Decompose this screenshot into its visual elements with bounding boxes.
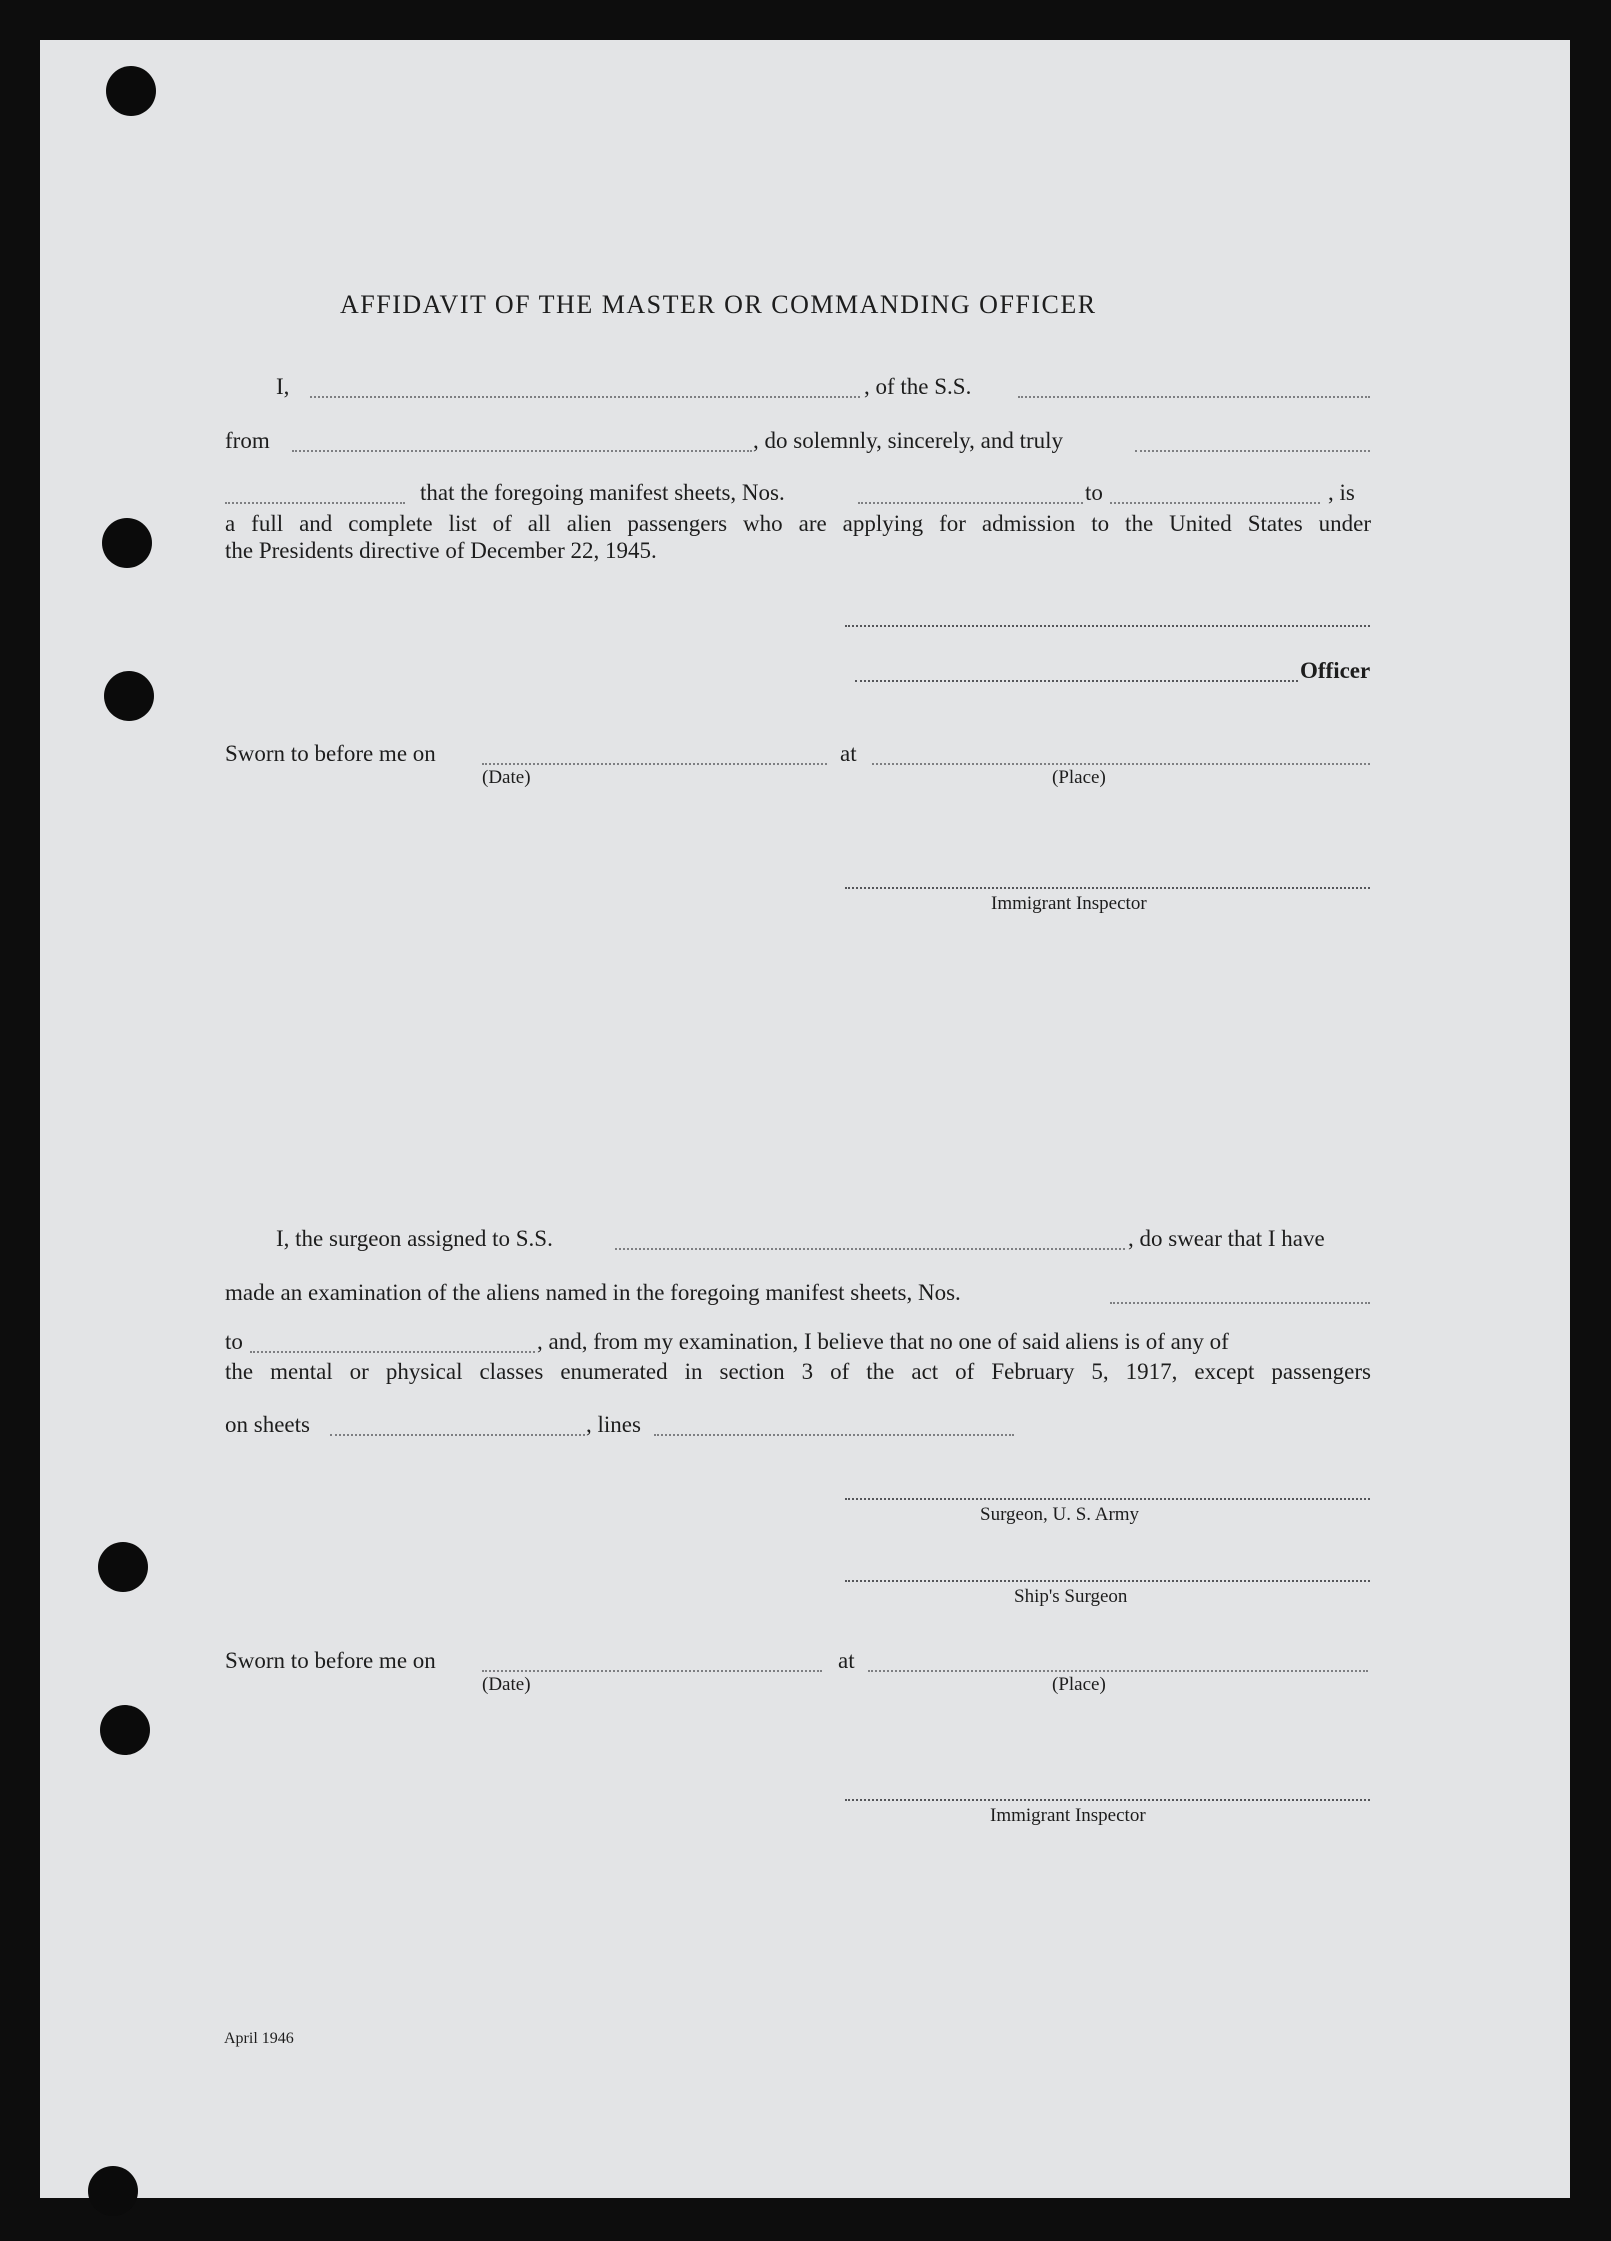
surgeon-inspector-signature-line[interactable] xyxy=(845,1799,1370,1801)
sworn-label: Sworn to before me on xyxy=(225,741,436,766)
officer-signature-line[interactable] xyxy=(855,680,1298,682)
surgeon-text-line: the mental or physical classes enumerated in section 3 of the act of February 5, 1917, except passengers xyxy=(225,1359,1371,1384)
place-caption: (Place) xyxy=(1052,1674,1106,1695)
to-label: to xyxy=(1085,480,1103,505)
oath-field[interactable] xyxy=(1135,450,1370,452)
on-sheets-label: on sheets xyxy=(225,1412,310,1437)
surgeon-sworn-place-field[interactable] xyxy=(868,1670,1368,1672)
surgeon-clause: I, the surgeon assigned to S.S. xyxy=(276,1226,553,1251)
punch-hole xyxy=(100,1705,150,1755)
surgeon-text-line: , and, from my examination, I believe that no one of said aliens is of any of xyxy=(537,1329,1229,1354)
surgeon-sheet-to-field[interactable] xyxy=(250,1351,535,1353)
master-name-field[interactable] xyxy=(310,396,860,398)
document-page xyxy=(40,40,1570,2198)
at-label: at xyxy=(840,741,857,766)
is-label: , is xyxy=(1328,480,1355,505)
surgeon-sheet-from-field[interactable] xyxy=(1110,1302,1370,1304)
to-label: to xyxy=(225,1329,243,1354)
surgeon-sworn-date-field[interactable] xyxy=(482,1670,822,1672)
swear-clause: , do swear that I have xyxy=(1128,1226,1325,1251)
sheet-from-field[interactable] xyxy=(858,502,1083,504)
form-date: April 1946 xyxy=(224,2030,294,2047)
army-surgeon-signature-line[interactable] xyxy=(845,1498,1370,1500)
punch-hole xyxy=(98,1542,148,1592)
sworn-date-field[interactable] xyxy=(482,763,827,765)
punch-hole xyxy=(104,671,154,721)
master-signature-line[interactable] xyxy=(845,625,1370,627)
ship-surgeon-label: Ship's Surgeon xyxy=(1014,1586,1128,1607)
inspector-label: Immigrant Inspector xyxy=(990,1805,1146,1826)
swear-clause: , do solemnly, sincerely, and truly xyxy=(753,428,1064,453)
place-caption: (Place) xyxy=(1052,767,1106,788)
affidavit-text-line: a full and complete list of all alien passengers who are applying for admission to the United States under xyxy=(225,511,1371,536)
lines-label: , lines xyxy=(586,1412,641,1437)
army-surgeon-label: Surgeon, U. S. Army xyxy=(980,1504,1140,1525)
punch-hole xyxy=(106,66,156,116)
ship-label: , of the S.S. xyxy=(864,374,972,399)
port-field[interactable] xyxy=(292,450,752,452)
master-name-label: I, xyxy=(276,374,290,399)
ship-name-field[interactable] xyxy=(1018,396,1370,398)
at-label: at xyxy=(838,1648,855,1673)
inspector-signature-line[interactable] xyxy=(845,887,1370,889)
from-label: from xyxy=(225,428,270,453)
exception-sheets-field[interactable] xyxy=(330,1434,585,1436)
form-title: AFFIDAVIT OF THE MASTER OR COMMANDING OFFICER xyxy=(340,290,1097,319)
date-caption: (Date) xyxy=(482,767,531,788)
inspector-label: Immigrant Inspector xyxy=(991,893,1147,914)
sworn-place-field[interactable] xyxy=(872,763,1370,765)
sworn-label: Sworn to before me on xyxy=(225,1648,436,1673)
oath-field-continued[interactable] xyxy=(225,502,405,504)
punch-hole xyxy=(102,518,152,568)
exception-lines-field[interactable] xyxy=(654,1434,1014,1436)
surgeon-text-line: made an examination of the aliens named in the foregoing manifest sheets, Nos. xyxy=(225,1280,961,1305)
ship-surgeon-signature-line[interactable] xyxy=(845,1580,1370,1582)
surgeon-ship-field[interactable] xyxy=(615,1248,1125,1250)
punch-hole xyxy=(88,2166,138,2216)
sheet-to-field[interactable] xyxy=(1110,502,1320,504)
manifest-clause: that the foregoing manifest sheets, Nos. xyxy=(420,480,785,505)
affidavit-text-line: the Presidents directive of December 22, 1945. xyxy=(225,538,657,563)
date-caption: (Date) xyxy=(482,1674,531,1695)
officer-label: Officer xyxy=(1300,658,1371,683)
